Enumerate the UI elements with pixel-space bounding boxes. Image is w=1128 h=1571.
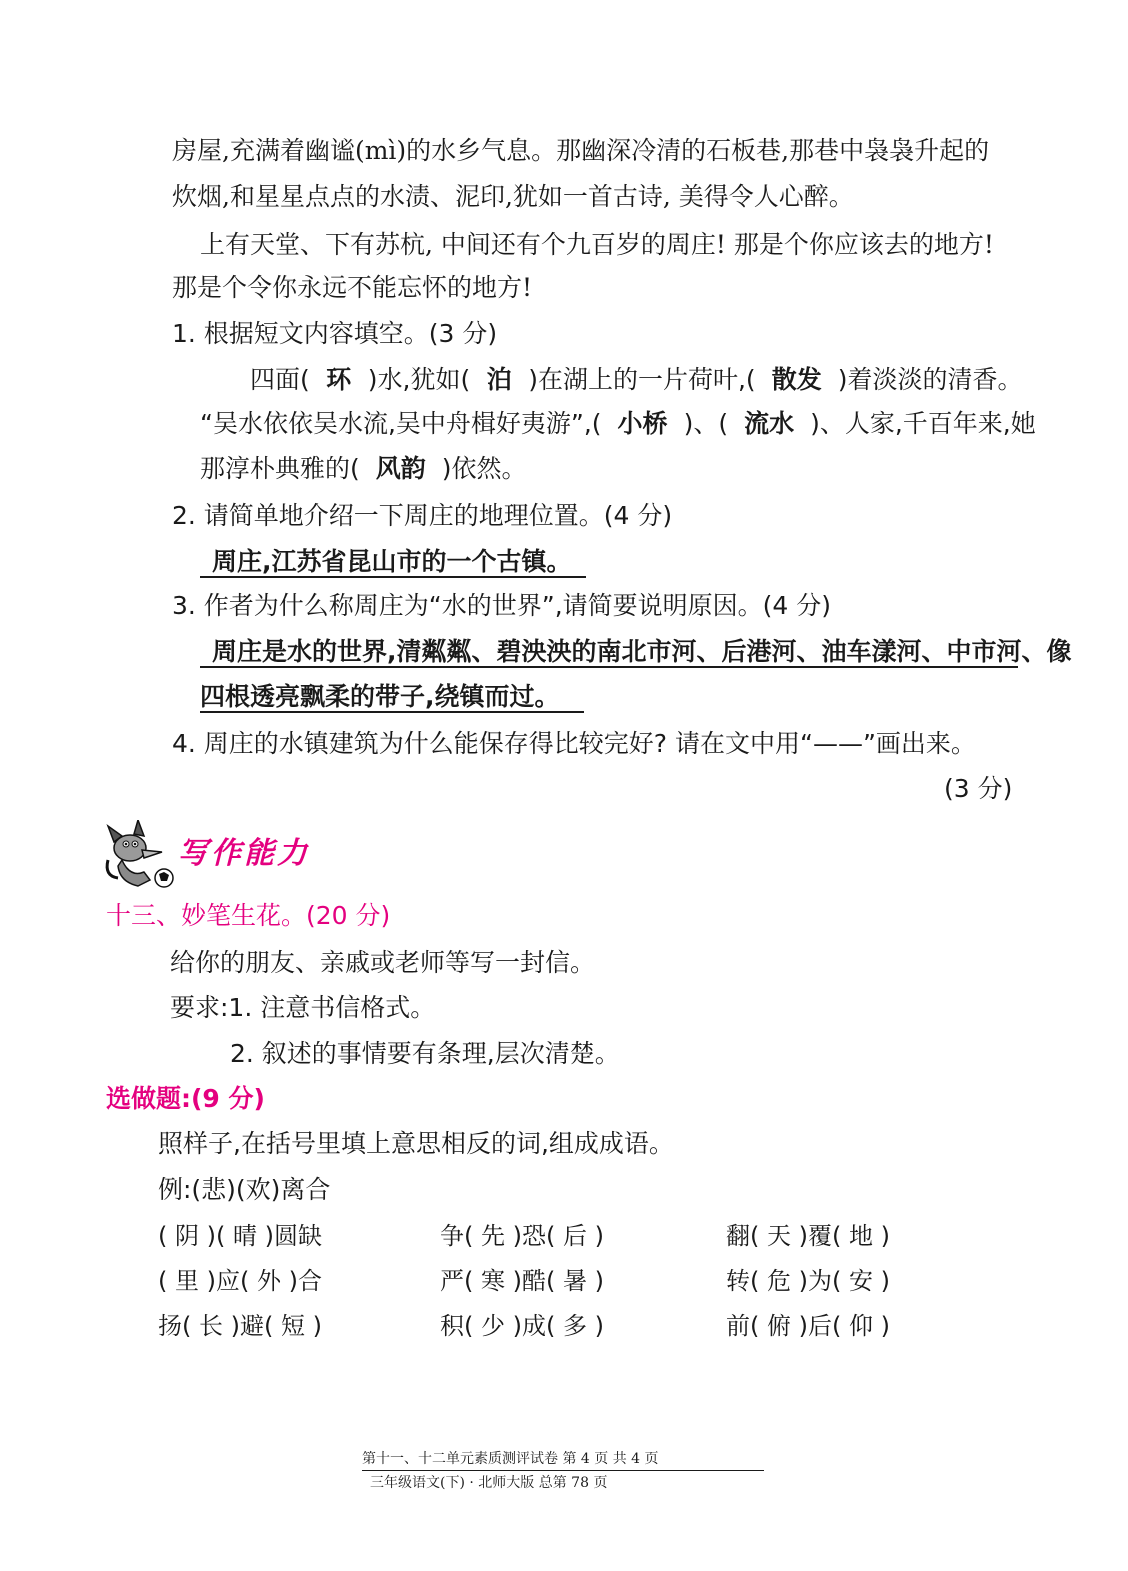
idiom-cell: 转( 危 )为( 安 ) bbox=[726, 1267, 890, 1295]
q1-line-2 bbox=[200, 408, 1036, 440]
idiom-cell: ( 里 )应( 外 )合 bbox=[158, 1267, 322, 1295]
q1-answer: 散发 bbox=[771, 365, 822, 394]
writing-banner-title: 写作能力 bbox=[178, 836, 310, 871]
q1-prompt: 1. 根据短文内容填空。(3 分) bbox=[172, 319, 498, 348]
optional-title: 选做题:(9 分) bbox=[106, 1084, 265, 1113]
passage-line-2: 炊烟,和星星点点的水渍、泥印,犹如一首古诗, 美得令人心醉。 bbox=[172, 182, 854, 211]
q4-prompt: 4. 周庄的水镇建筑为什么能保存得比较完好? 请在文中用“——”画出来。 bbox=[172, 729, 976, 758]
writing-requirement-2: 2. 叙述的事情要有条理,层次清楚。 bbox=[230, 1039, 620, 1068]
passage-line-4: 那是个令你永远不能忘怀的地方! bbox=[172, 273, 533, 302]
answer-underline bbox=[200, 576, 586, 578]
footer-divider bbox=[362, 1470, 764, 1471]
writing-task: 给你的朋友、亲戚或老师等写一封信。 bbox=[170, 948, 596, 977]
q1-answer: 风韵 bbox=[375, 454, 426, 483]
idiom-cell: 翻( 天 )覆( 地 ) bbox=[726, 1222, 890, 1250]
idiom-cell: 积( 少 )成( 多 ) bbox=[440, 1312, 604, 1340]
q3-prompt: 3. 作者为什么称周庄为“水的世界”,请简要说明原因。(4 分) bbox=[172, 591, 832, 620]
q3-answer-line-2: 四根透亮飘柔的带子,绕镇而过。 bbox=[200, 682, 560, 711]
wolf-mascot-icon bbox=[104, 820, 180, 890]
q1-text: “吴水依依吴水流,吴中舟楫好夷游”,( bbox=[200, 409, 602, 438]
footer-line-2: 三年级语文(下) · 北师大版 总第 78 页 bbox=[370, 1475, 608, 1491]
q1-answer: 泊 bbox=[486, 365, 512, 394]
q2-prompt: 2. 请简单地介绍一下周庄的地理位置。(4 分) bbox=[172, 501, 673, 530]
answer-underline bbox=[200, 711, 584, 713]
answer-underline bbox=[200, 666, 1018, 668]
footer-line-1: 第十一、十二单元素质测评试卷 第 4 页 共 4 页 bbox=[362, 1451, 659, 1467]
q1-text: 四面( bbox=[250, 365, 310, 394]
q1-answer: 小桥 bbox=[617, 409, 668, 438]
writing-requirement-1: 要求:1. 注意书信格式。 bbox=[170, 993, 436, 1022]
section-13-title: 十三、妙笔生花。(20 分) bbox=[106, 901, 391, 930]
q1-line-1 bbox=[250, 364, 1022, 396]
q1-text: 那淳朴典雅的( bbox=[200, 454, 360, 483]
q3-answer-line-1: 周庄是水的世界,清粼粼、碧泱泱的南北市河、后港河、油车漾河、中市河、像 bbox=[212, 637, 1072, 666]
q1-text: )、人家,千百年来,她 bbox=[810, 409, 1036, 438]
q1-text: )、( bbox=[683, 409, 729, 438]
q1-text: )着淡淡的清香。 bbox=[837, 365, 1023, 394]
optional-example: 例:(悲)(欢)离合 bbox=[158, 1175, 331, 1204]
q1-text: )依然。 bbox=[441, 454, 527, 483]
idiom-cell: 扬( 长 )避( 短 ) bbox=[158, 1312, 322, 1340]
idiom-cell: 争( 先 )恐( 后 ) bbox=[440, 1222, 604, 1250]
passage-line-3: 上有天堂、下有苏杭, 中间还有个九百岁的周庄! 那是个你应该去的地方! bbox=[200, 230, 994, 259]
q1-text: )在湖上的一片荷叶,( bbox=[528, 365, 756, 394]
idiom-cell: 前( 俯 )后( 仰 ) bbox=[726, 1312, 890, 1340]
q1-line-3 bbox=[200, 453, 527, 485]
q1-text: )水,犹如( bbox=[367, 365, 471, 394]
idiom-cell: ( 阴 )( 晴 )圆缺 bbox=[158, 1222, 322, 1250]
q1-answer: 环 bbox=[326, 365, 352, 394]
passage-line-1: 房屋,充满着幽谧(mì)的水乡气息。那幽深冷清的石板巷,那巷中袅袅升起的 bbox=[172, 136, 990, 165]
optional-instruction: 照样子,在括号里填上意思相反的词,组成成语。 bbox=[158, 1129, 674, 1158]
idiom-cell: 严( 寒 )酷( 暑 ) bbox=[440, 1267, 604, 1295]
q2-answer: 周庄,江苏省昆山市的一个古镇。 bbox=[212, 547, 572, 576]
q4-score: (3 分) bbox=[944, 774, 1013, 803]
q1-answer: 流水 bbox=[744, 409, 795, 438]
